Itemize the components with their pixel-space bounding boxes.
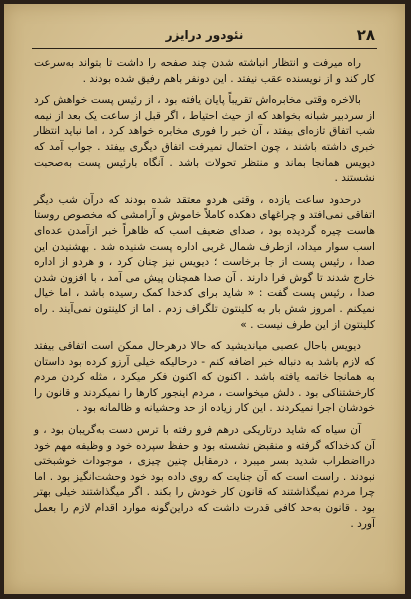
paragraph: درحدود ساعت یازده ، وقتی هردو معتقد شده بودند که درآن شب دیگر اتفاقی نمی‌افتد و چراغهای دهکده کاملاً خاموش و آرامشی که مخصوص روستا هاست چیره گردیده بود ، صدای ضعیف اسب که ظاهراً خبر ازآمدن عده‌ای اسب سوار میداد، ازطرف شمال غربی اداره پست شنیده شد . بهشنیدن این صدا ، رئیس پست از جا برخاست ؛ دیویس نیز چنان کرد ، و هردو از اداره خارج شدند تا گوش فرا دارند . آن صدا همچنان پیش می آمد ، با افزون شدن صدا ، رئیس پست گفت : « شاید برای کدخدا کمک رسیده باشد ، اما خیال نمیکنم . امروز شش بار به کلینتون تلگراف زدم . اما از کلینتون نمی‌آیند . راه کلینتون از این طرف نیست . » (34, 193, 375, 331)
page-number: ۲۸ (356, 26, 375, 44)
book-page (4, 4, 405, 594)
paragraph: آن سیاه که شاید درتاریکی درهم فرو رفته با ترس دست به‌گریبان بود ، و آن کدخداکه گرفته و منقبض نشسته بود و حفظ سپرده خود و وظیفه مهم خود درااضطراب شدید بسر میبرد ، درمقابل چنین چیزی ، موجودات خوشبختی نبودند . راست است که آن جنایت که روی داده بود خود وحشت‌انگیز بود . اما چرا مردم نمیگذاشتند که قانون کار خودش را بکند . اگر میگذاشتند خیلی بهتر بود . قانون به‌حد کافی قدرت داشت که دراین‌گونه موارد اقدام لازم را بعمل آورد . (34, 424, 375, 530)
page-body (34, 56, 375, 576)
header-rule (32, 48, 377, 49)
running-title: نئودور درایزر (165, 28, 244, 42)
paragraph: راه میرفت و انتظار انباشته شدن چند صفحه را داشت تا بتواند به‌سرعت کار کند و از نویسنده عقب نیفتد . این دونفر باهم رفیق شده بودند . (34, 57, 375, 85)
paragraph: دیویس باحال عصبی میاندیشید که حالا درهرحال ممکن است اتفاقی بیفتد که لازم باشد به دنباله خبر اضافه کنم - درحالیکه خیلی آرزو کرده بود داستان به همانجا خاتمه یافته باشد . اکنون که اکنون فکر میکرد ، مثله کردن مردم کارخشتناکی بود . دلش میخواست ، مردم اینجور کارها را نمیکردند و قانون را خودشان اجرا نمیکردند . این کار زیاده از حد وحشیانه و ظالمانه بود . (34, 340, 375, 415)
page-header (32, 26, 377, 46)
paragraph: بالاخره وقتی مخابره‌اش تقریباً پایان یافته بود ، از رئیس پست خواهش کرد از سردبیر شبانه بخواهد که از حیث احتیاط ، اگر قبل از ساعت یک بعد از نیمه شب اتفاق تازه‌ای بیفتد ، آن خبر را فوری مخابره خواهد کرد ، اما نباید انتظار خبری داشته باشند ، چون احتمال نمیرفت اتفاق دیگری بیفتد . جواب آمد که دیویس همانجا بماند و منتظر تحولات باشد . آنگاه بارئیس پست به‌صحبت نشستند . (34, 94, 375, 185)
